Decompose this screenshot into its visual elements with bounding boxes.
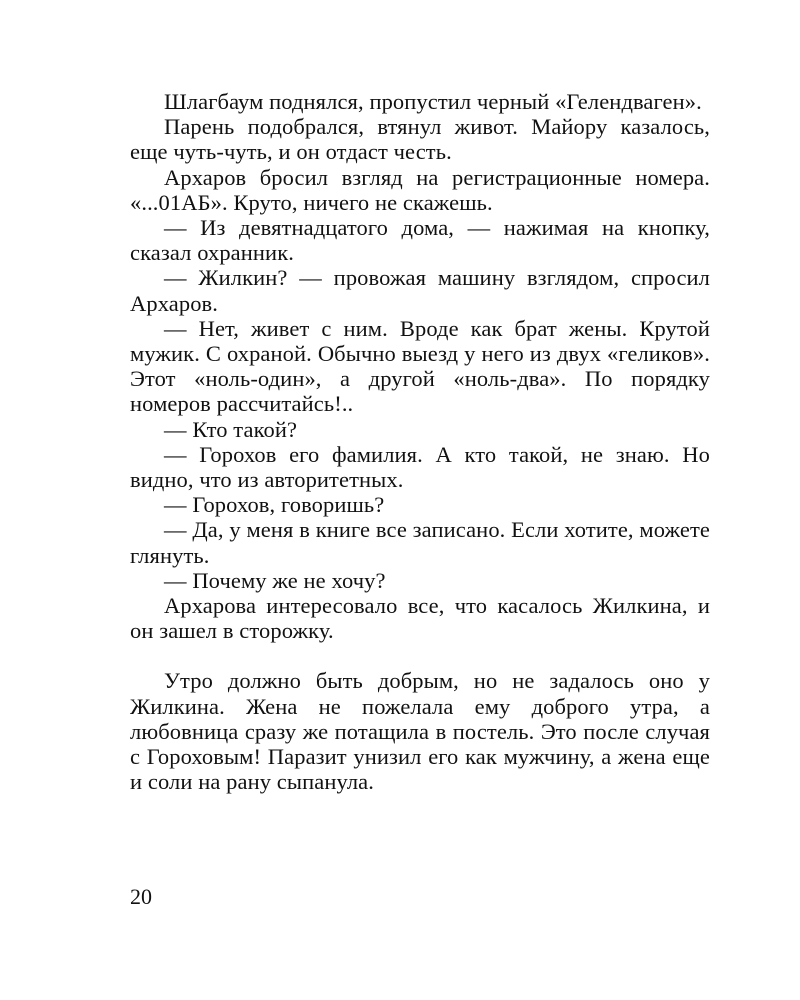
paragraph: — Жилкин? — провожая машину взглядом, спросил Архаров. [130, 265, 710, 316]
text-section-1 [130, 89, 710, 643]
text-section-2 [130, 668, 710, 794]
paragraph: Шлагбаум поднялся, пропустил черный «Гелендваген». [164, 89, 702, 114]
page-number: 20 [130, 884, 152, 909]
paragraph: Утро должно быть добрым, но не задалось оно у Жилкина. Жена не пожелала ему доброго утра, а любовница сразу же потащила в постель. Это после случая с Гороховым! Паразит унизил его как мужчину, а жена еще и соли на рану сыпанула. [130, 668, 710, 795]
paragraph: — Кто такой? [164, 416, 298, 442]
page-content [130, 89, 710, 794]
paragraph: Архаров бросил взгляд на регистрационные номера. «...01АБ». Круто, ничего не скажешь. [130, 164, 710, 215]
section-break [130, 643, 710, 668]
paragraph: — Да, у меня в книге все записано. Если хотите, можете глянуть. [130, 517, 710, 568]
paragraph: — Нет, живет с ним. Вроде как брат жены. Крутой мужик. С охраной. Обычно выезд у него из двух «геликов». Этот «ноль-один», а другой «ноль-два». По порядку номеров рассчитайсь!.. [130, 315, 710, 417]
paragraph: Парень подобрался, втянул живот. Майору казалось, еще чуть-чуть, и он отдаст честь. [130, 114, 710, 165]
paragraph: — Из девятнадцатого дома, — нажимая на кнопку, сказал охранник. [130, 215, 710, 266]
paragraph: Архарова интересовало все, что касалось Жилкина, и он зашел в сторожку. [130, 593, 710, 644]
paragraph: — Горохов его фамилия. А кто такой, не знаю. Но видно, что из авторитетных. [130, 441, 710, 493]
paragraph: — Почему же не хочу? [164, 567, 386, 593]
paragraph: — Горохов, говоришь? [164, 492, 385, 518]
